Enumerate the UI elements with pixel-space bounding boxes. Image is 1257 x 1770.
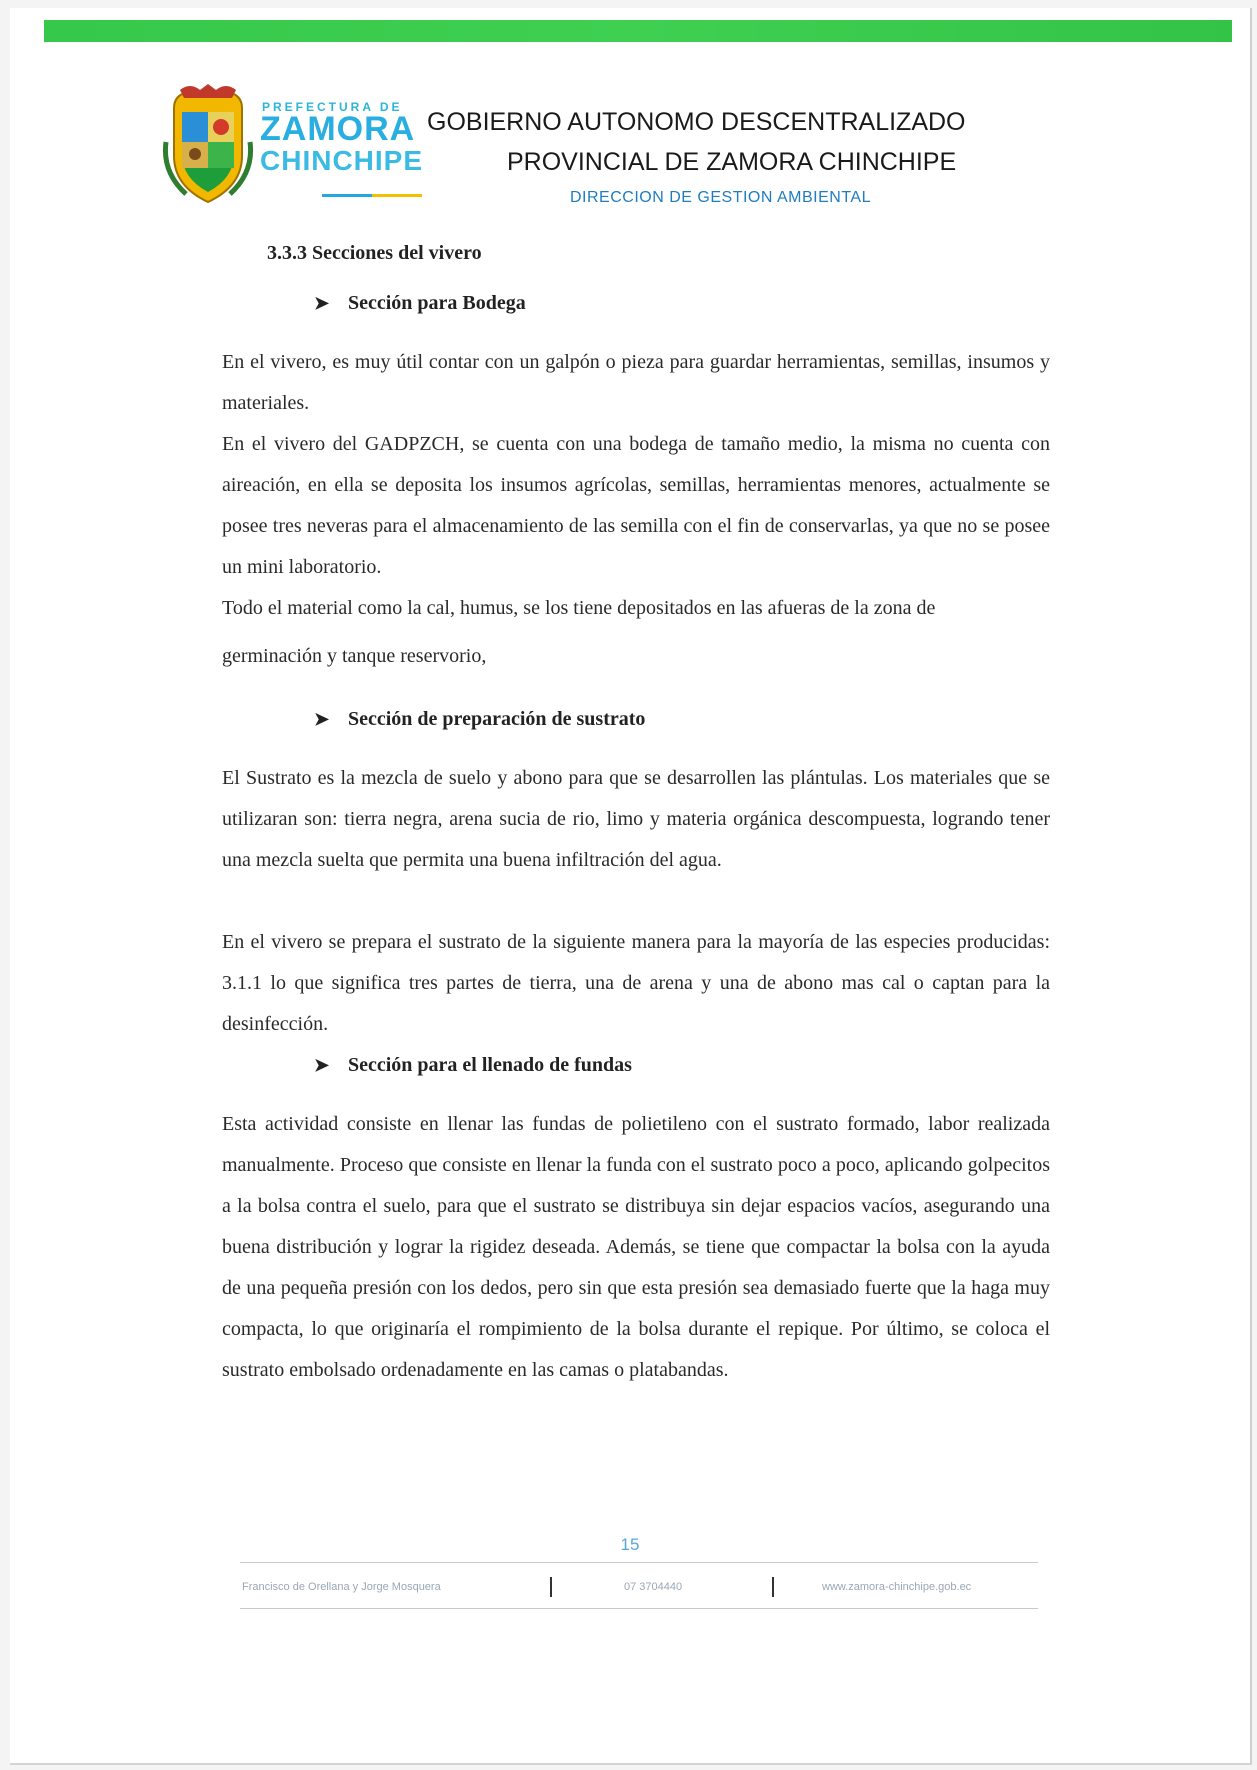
paragraph: En el vivero del GADPZCH, se cuenta con una bodega de tamaño medio, la misma no cuenta con aireación, en ella se deposita los insumos agrícolas, semillas, herramientas menores, actualmente se posee tres neveras para el almacenamiento de las semilla con el fin de conservarlas, ya que no se posee un mini laboratorio.: [222, 433, 1050, 578]
footer-separator: [772, 1577, 774, 1597]
arrow-bullet-icon: ➤: [314, 709, 330, 729]
paragraph: Esta actividad consiste en llenar las fundas de polietileno con el sustrato formado, labor realizada manualmente. Proceso que consiste en llenar la funda con el sustrato poco a poco, aplicando golpecitos a la bolsa contra el suelo, para que el sustrato se distribuya sin dejar espacios vacíos, asegurando una buena distribución y lograr la rigidez deseada. Además, se tiene que compactar la bolsa con la ayuda de una pequeña presión con los dedos, pero sin que esta presión sea demasiado fuerte que la haga muy compacta, lo que originaría el rompimiento de la bolsa durante el repique. Por último, se coloca el sustrato embolsado ordenadamente en las camas o platabandas.: [222, 1113, 1050, 1381]
footer-rule-bottom: [240, 1608, 1038, 1609]
subsection-title: Sección para Bodega: [348, 292, 526, 314]
paragraph: El Sustrato es la mezcla de suelo y abono para que se desarrollen las plántulas. Los materiales que se utilizaran son: tierra negra, arena sucia de rio, limo y materia orgánica descompuesta, logrando tener una mezcla suelta que permita una buena infiltración del agua.: [222, 767, 1050, 871]
footer-address: Francisco de Orellana y Jorge Mosquera: [242, 1581, 441, 1593]
paragraph: En el vivero se prepara el sustrato de la siguiente manera para la mayoría de las especies producidas: 3.1.1 lo que significa tres partes de tierra, una de arena y una de abono mas cal o captan para la desinfección.: [222, 931, 1050, 1035]
section-heading: 3.3.3 Secciones del vivero: [267, 242, 482, 264]
header-title-line2: PROVINCIAL DE ZAMORA CHINCHIPE: [507, 148, 957, 176]
paragraph: germinación y tanque reservorio,: [222, 645, 487, 667]
subsection-heading-fundas: [314, 1054, 632, 1077]
footer-separator: [550, 1577, 552, 1597]
document-page: [10, 8, 1252, 1765]
subsection-title: Sección de preparación de sustrato: [348, 708, 646, 730]
arrow-bullet-icon: ➤: [314, 293, 330, 313]
paragraph: En el vivero, es muy útil contar con un galpón o pieza para guardar herramientas, semillas, insumos y materiales.: [222, 351, 1050, 414]
subsection-heading-sustrato: [314, 708, 645, 731]
brand-chinchipe: CHINCHIPE: [260, 145, 424, 176]
footer-phone: 07 3704440: [624, 1581, 683, 1593]
arrow-bullet-icon: ➤: [314, 1055, 330, 1075]
subsection-title: Sección para el llenado de fundas: [348, 1054, 632, 1076]
subsection-heading-bodega: [314, 292, 526, 315]
brand-prefix: PREFECTURA DE: [262, 100, 403, 114]
header-title-line1: GOBIERNO AUTONOMO DESCENTRALIZADO: [427, 108, 966, 136]
footer-rule-top: [240, 1562, 1038, 1563]
paragraph: Todo el material como la cal, humus, se los tiene depositados en las afueras de la zona de: [222, 597, 936, 619]
footer-website[interactable]: www.zamora-chinchipe.gob.ec: [822, 1581, 972, 1593]
page-number: 15: [620, 1535, 640, 1554]
prefecture-crest-icon: [160, 82, 256, 206]
brand-underline: [322, 194, 422, 197]
header-green-bar: [44, 20, 1232, 42]
brand-zamora: ZAMORA: [260, 110, 416, 148]
header-department: DIRECCION DE GESTION AMBIENTAL: [570, 189, 871, 206]
